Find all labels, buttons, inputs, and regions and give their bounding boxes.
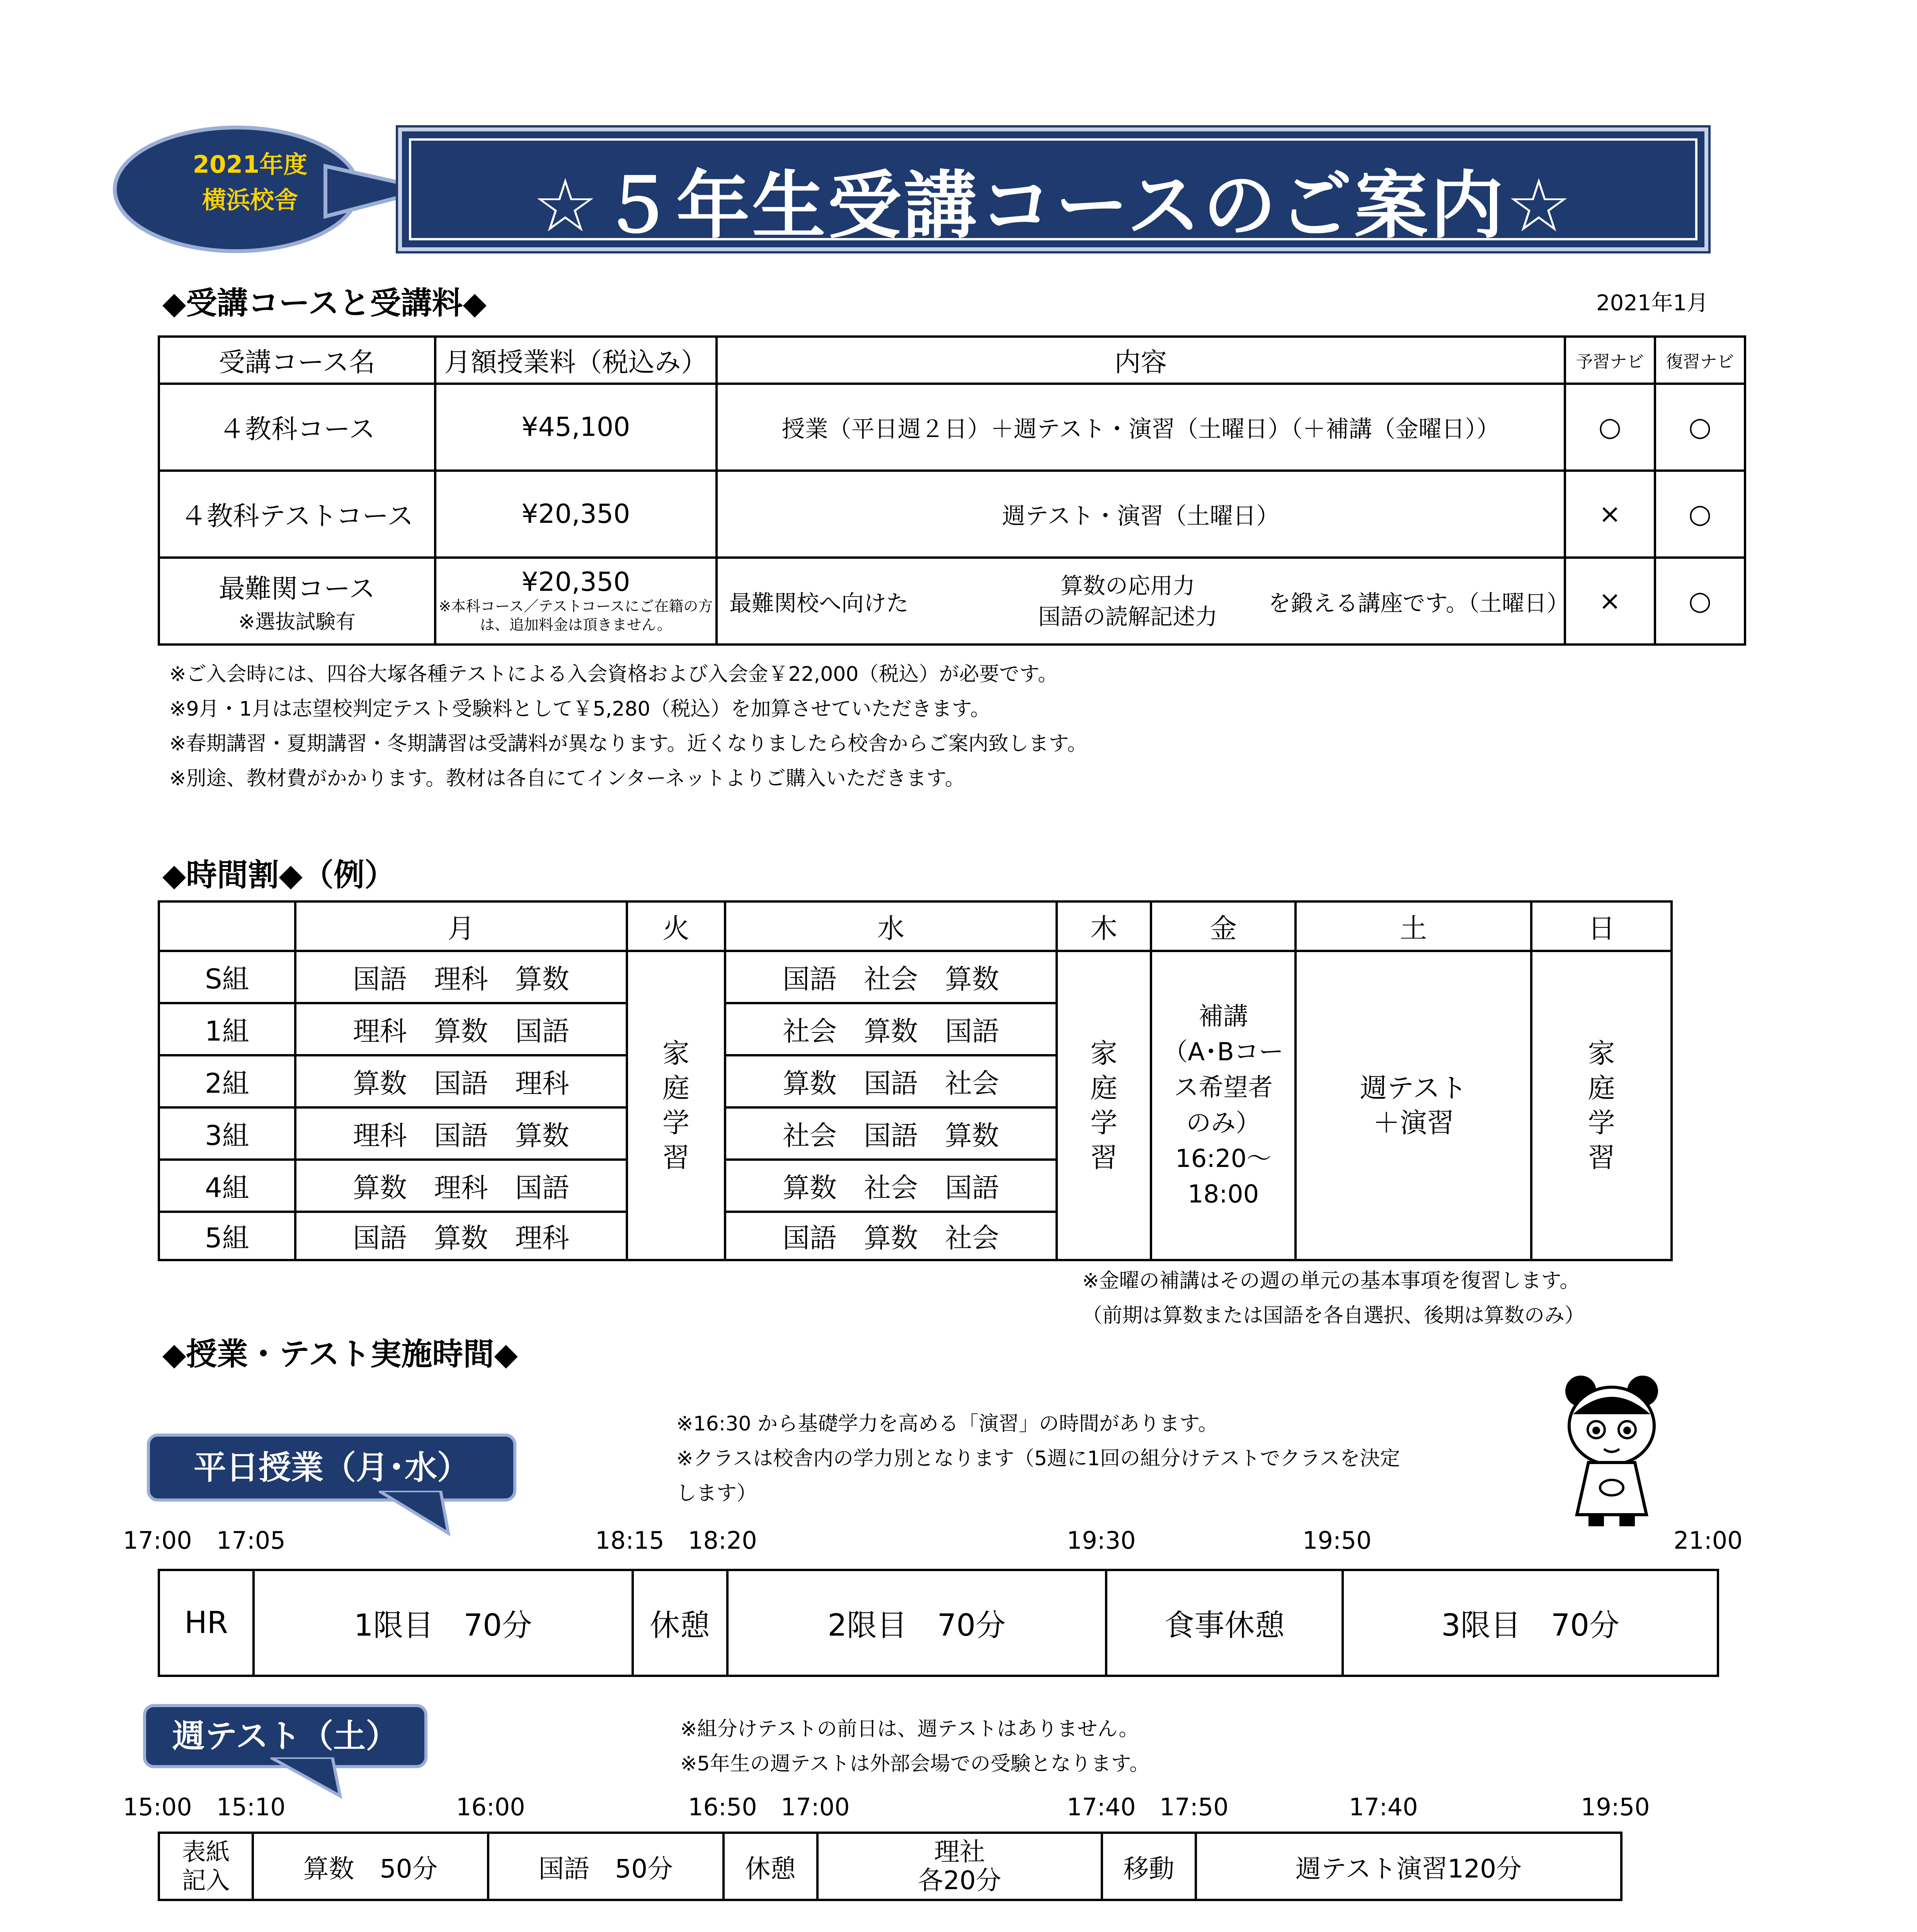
weekday-notes [676, 1406, 1400, 1511]
mascot-illustration [1546, 1364, 1677, 1534]
wed-subjects: 社会 国語 算数 [725, 1107, 1057, 1160]
slot-break: 休憩 [724, 1833, 817, 1900]
mon-subjects: 理科 算数 国語 [295, 1003, 627, 1055]
mon-subjects: 国語 算数 理科 [295, 1212, 627, 1260]
label-pointer [379, 1491, 456, 1537]
time-label: 18:20 [688, 1526, 757, 1554]
day-sun: 日 [1531, 901, 1672, 951]
course-name: 最難関コース [219, 573, 375, 604]
time-label: 16:00 [456, 1793, 525, 1821]
note-line: ※別途、教材費がかかります。教材は各自にてインターネットよりご購入いただきます。 [169, 767, 965, 790]
day-mon: 月 [295, 901, 627, 951]
timetable-notes [1082, 1264, 1585, 1333]
content-math: 算数の応用力 [1061, 572, 1195, 599]
col-yoshu-navi: 予習ナビ [1565, 337, 1655, 384]
time-label: 17:40 [1067, 1793, 1136, 1821]
yoshu-mark: × [1565, 558, 1655, 645]
course-fee: ¥20,350 [521, 567, 630, 598]
content-japanese: 国語の読解記述力 [1038, 603, 1218, 630]
sat-cell: 週テスト ＋演習 [1296, 951, 1531, 1260]
wed-subjects: 算数 社会 国語 [725, 1160, 1057, 1212]
sun-cell: 家 庭 学 習 [1531, 951, 1672, 1260]
time-label: 19:50 [1302, 1526, 1372, 1554]
wed-subjects: 国語 算数 社会 [725, 1212, 1057, 1260]
yoshu-mark: ○ [1565, 384, 1655, 471]
slot-period-1: 1限目 70分 [254, 1570, 632, 1676]
badge-school: 横浜校舎 [202, 186, 298, 214]
fukushu-mark: ○ [1655, 471, 1745, 558]
note-line: （前期は算数または国語を各自選択、後期は算数のみ） [1082, 1304, 1585, 1327]
page-title: ☆５年生受講コースのご案内☆ [532, 163, 1574, 248]
slot-period-3: 3限目 70分 [1343, 1570, 1718, 1676]
slot-move: 移動 [1102, 1833, 1196, 1900]
slot-cover-entry: 表紙 記入 [159, 1833, 253, 1900]
note-line: ※春期講習・夏期講習・冬期講習は受講料が異なります。近くなりましたら校舎からご案内致します。 [169, 732, 1088, 755]
table-row [159, 471, 1745, 558]
note-line: ※ご入会時には、四谷大塚各種テストによる入会資格および入会金￥22,000（税込）が必要です。 [169, 663, 1058, 686]
group-label: 3組 [159, 1107, 295, 1160]
day-wed: 水 [725, 901, 1057, 951]
mon-subjects: 理科 国語 算数 [295, 1107, 627, 1160]
timetable [158, 900, 1673, 1261]
weekly-test-timeline [158, 1832, 1622, 1901]
weekday-class-label: 平日授業（月･水） [147, 1434, 516, 1502]
course-fee: ¥45,100 [435, 384, 717, 471]
course-fee: ¥20,350 [435, 471, 717, 558]
group-label: S組 [159, 951, 295, 1003]
content-part-a: 最難関校へ向けた [729, 590, 909, 616]
mon-subjects: 算数 国語 理科 [295, 1055, 627, 1107]
note-line: します） [676, 1482, 757, 1505]
time-label: 21:00 [1674, 1526, 1743, 1554]
mon-subjects: 国語 理科 算数 [295, 951, 627, 1003]
day-sat: 土 [1296, 901, 1531, 951]
note-line: ※5年生の週テストは外部会場での受験となります。 [680, 1752, 1150, 1776]
yoshu-mark: × [1565, 471, 1655, 558]
slot-practice: 週テスト演習120分 [1196, 1833, 1621, 1900]
fukushu-mark: ○ [1655, 384, 1745, 471]
time-label: 15:00 [123, 1793, 192, 1821]
time-label: 17:40 [1349, 1793, 1418, 1821]
slot-science-social: 理社 各20分 [817, 1833, 1102, 1900]
col-course-name: 受講コース名 [159, 337, 435, 384]
group-label: 5組 [159, 1212, 295, 1260]
course-name: ４教科テストコース [159, 471, 435, 558]
slot-math: 算数 50分 [253, 1833, 488, 1900]
weekday-timeline [158, 1569, 1719, 1677]
col-fukushu-navi: 復習ナビ [1655, 337, 1745, 384]
timetable-section-title: ◆時間割◆（例） [162, 857, 396, 893]
col-monthly-fee: 月額授業料（税込み） [435, 337, 717, 384]
slot-japanese: 国語 50分 [488, 1833, 724, 1900]
note-line: ※金曜の補講はその週の単元の基本事項を復習します。 [1082, 1269, 1580, 1293]
fukushu-mark: ○ [1655, 558, 1745, 645]
time-label: 15:10 [216, 1793, 286, 1821]
time-label: 17:50 [1159, 1793, 1229, 1821]
time-label: 17:05 [216, 1526, 286, 1554]
note-line: ※16:30 から基礎学力を高める「演習」の時間があります。 [676, 1412, 1218, 1435]
wed-subjects: 算数 国語 社会 [725, 1055, 1057, 1107]
corner-cell [159, 901, 295, 951]
weekly-test-notes [680, 1712, 1149, 1781]
course-content: 週テスト・演習（土曜日） [717, 471, 1565, 558]
time-label: 19:50 [1581, 1793, 1650, 1821]
note-line: ※9月・1月は志望校判定テスト受験料として￥5,280（税込）を加算させていただきます。 [169, 697, 991, 721]
mon-subjects: 算数 理科 国語 [295, 1160, 627, 1212]
note-line: ※クラスは校舎内の学力別となります（5週に1回の組分けテストでクラスを決定 [676, 1447, 1400, 1470]
time-label: 17:00 [781, 1793, 850, 1821]
day-thu: 木 [1057, 901, 1151, 951]
course-notes [169, 657, 1087, 796]
tue-cell: 家 庭 学 習 [627, 951, 725, 1260]
fri-cell: 補講 （A･Bコー ス希望者 のみ） 16:20～ 18:00 [1151, 951, 1296, 1260]
slot-period-2: 2限目 70分 [727, 1570, 1106, 1676]
group-label: 1組 [159, 1003, 295, 1055]
group-label: 4組 [159, 1160, 295, 1212]
time-label: 17:00 [123, 1526, 192, 1554]
course-content: 授業（平日週２日）＋週テスト・演習（土曜日）（＋補講（金曜日）） [717, 384, 1565, 471]
course-sub: ※選抜試験有 [238, 610, 356, 634]
time-label: 18:15 [595, 1526, 664, 1554]
slot-hr: HR [159, 1570, 254, 1676]
course-name: ４教科コース [159, 384, 435, 471]
note-line: ※組分けテストの前日は、週テストはありません。 [680, 1718, 1139, 1741]
year-school-badge [109, 120, 430, 259]
schedule-section-title: ◆授業・テスト実施時間◆ [162, 1336, 518, 1372]
table-row [159, 558, 1745, 645]
slot-meal-break: 食事休憩 [1106, 1570, 1343, 1676]
table-row [159, 384, 1745, 471]
fee-note: ※本科コース／テストコースにご在籍の方は、追加料金は頂きません。 [439, 597, 713, 633]
slot-break: 休憩 [633, 1570, 727, 1676]
course-section-title: ◆受講コースと受講料◆ [162, 285, 487, 321]
group-label: 2組 [159, 1055, 295, 1107]
time-label: 19:30 [1067, 1526, 1136, 1554]
col-content: 内容 [717, 337, 1565, 384]
wed-subjects: 社会 算数 国語 [725, 1003, 1057, 1055]
content-part-c: を鍛える講座です。（土曜日） [1268, 590, 1569, 616]
title-banner [398, 128, 1708, 251]
document-date: 2021年1月 [1596, 291, 1709, 316]
day-fri: 金 [1151, 901, 1296, 951]
thu-cell: 家 庭 学 習 [1057, 951, 1151, 1260]
badge-year: 2021年度 [192, 150, 308, 179]
weekly-test-label: 週テスト（土） [143, 1704, 427, 1768]
day-tue: 火 [627, 901, 725, 951]
wed-subjects: 国語 社会 算数 [725, 951, 1057, 1003]
course-table [158, 335, 1746, 646]
time-label: 16:50 [688, 1793, 757, 1821]
